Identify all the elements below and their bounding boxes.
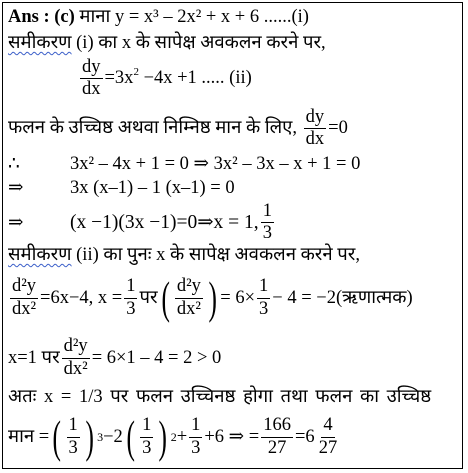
dy-dx-fraction: $\frac{dy}{dx}$ — [305, 107, 325, 150]
one-third-fraction: $\frac{1}{3}$ — [259, 276, 269, 319]
result-fraction: $\frac{166}{27}$ — [263, 415, 291, 458]
line-5 — [8, 154, 361, 174]
line-3: $\frac{dy}{dx}$ $=3x^2 -4x +1$ ..... (ii) — [82, 57, 252, 100]
line-4: फलन के उच्चिष्ठ अथवा निम्निष्ठ मान के लिए, $\frac{dy}{dx}$ =0 — [8, 107, 348, 150]
differentiate-text: (i) का x के सापेक्ष अवकलन करने पर, — [71, 33, 326, 53]
samikaran-word: समीकरण — [8, 245, 72, 265]
positive-result: = 6×1 – 4 = 2 > 0 — [91, 347, 222, 368]
second-derivative-expr: =6x−4, x = — [40, 287, 123, 308]
factor-step: 3x (x–1) – 1 (x–1) = 0 — [70, 178, 235, 198]
line-8 — [8, 246, 360, 265]
derivative-fraction: $\frac{dy}{dx}$ — [82, 57, 101, 100]
line-2 — [8, 34, 326, 53]
implies-symbol: ⇒ — [8, 213, 24, 233]
square-term: ( $\frac{1}{3}$ ) 2 — [126, 411, 177, 462]
implies-symbol: ⇒ — [8, 178, 24, 198]
second-derivative-fraction: $\frac{\text{d²y}}{\text{dx²}}$ — [12, 276, 37, 319]
x-value-fraction: $\frac{1}{3}$ — [126, 276, 136, 319]
root-fraction: $\frac{1}{3}$ — [262, 201, 272, 244]
line-1 — [8, 8, 309, 27]
line-6 — [8, 178, 235, 198]
answer-label: Ans : (c) — [8, 7, 75, 27]
derivative-rest: −4x +1 ..... (ii) — [138, 68, 252, 89]
line-12: मान = ( $\frac{1}{3}$ ) 3 −2 ( $\frac{1}{3}$ ) 2 + $\frac{1}{3}$ +6 ⇒ = $\frac{166}{27}$ =6 $\frac{4}{27}$ — [8, 411, 338, 462]
extremum-condition-text: फलन के उच्चिष्ठ अथवा निम्निष्ठ मान के लिए, — [8, 118, 302, 139]
second-derivative-fraction: $\frac{\text{d²y}}{\text{dx²}}$ — [63, 336, 88, 379]
second-derivative-text: (ii) का पुनः x के सापेक्ष अवकलन करने पर, — [71, 245, 360, 265]
therefore-symbol: ∴ — [8, 154, 20, 174]
line-11 — [8, 388, 431, 407]
line-10: x=1 पर $\frac{\text{d²y}}{\text{dx²}}$ = 6×1 – 4 = 2 > 0 — [8, 336, 222, 379]
derivative-rhs: =3x — [104, 68, 134, 89]
assume-equation: माना y = x³ – 2x² + x + 6 ......(i) — [74, 7, 309, 27]
mixed-fraction: $\frac{4}{27}$ — [318, 415, 338, 458]
roots-equation: (x −1)(3x −1)=0⇒x = 1, — [70, 212, 259, 234]
linear-term: $\frac{1}{3}$ — [191, 415, 201, 458]
negative-result: − 4 = −2(ऋणात्मक) — [272, 287, 413, 308]
conclusion-text: अतः x = 1/3 पर फलन उच्चिनष्ठ होगा तथा फलन का उच्चिष्ठ — [8, 387, 432, 407]
quadratic-equation: 3x² – 4x + 1 = 0 ⇒ 3x² – 3x – x + 1 = 0 — [70, 154, 361, 174]
samikaran-word: समीकरण — [8, 33, 72, 53]
line-9: $\frac{\text{d²y}}{\text{dx²}}$ =6x−4, x = $\frac{1}{3}$ पर ( $\frac{\text{d²y}}{\text{dx²}}$ ) = 6× $\frac{1}{3}$ − 4 = −2(ऋणात्मक) — [12, 272, 413, 323]
cube-term: ( $\frac{1}{3}$ ) 3 — [52, 411, 104, 462]
bracketed-derivative: ( $\frac{\text{d²y}}{\text{dx²}}$ ) — [161, 272, 217, 323]
